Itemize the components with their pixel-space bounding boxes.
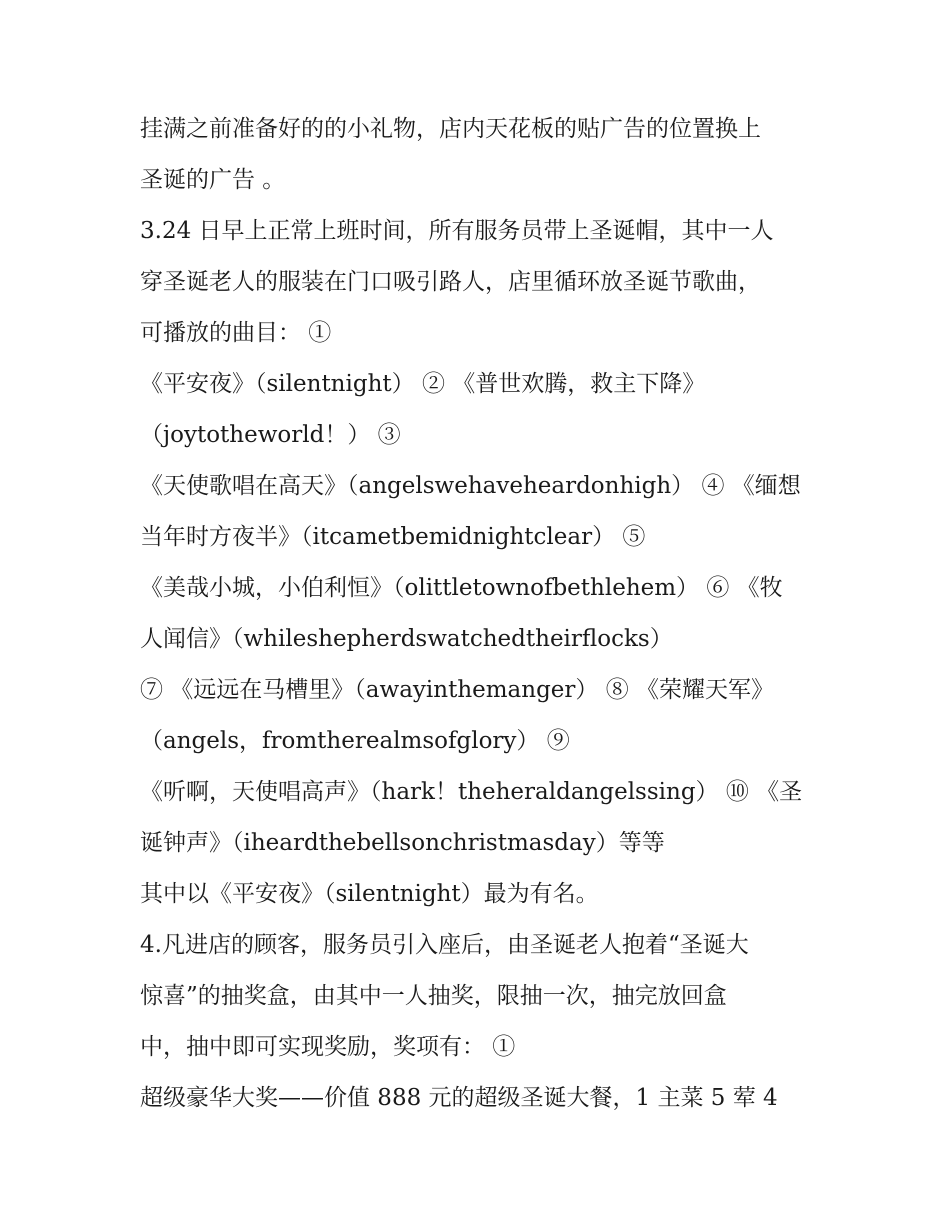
text-line: 超级豪华大奖——价值 888 元的超级圣诞大餐，1 主菜 5 荤 4 bbox=[140, 1085, 778, 1111]
text-line: 《听啊，天使唱高声》（hark！theheraldangelssing） ⑩ 《圣 bbox=[140, 779, 803, 805]
text-line: 人闻信》（whileshepherdswatchedtheirflocks） bbox=[140, 626, 673, 652]
text-line: 挂满之前准备好的的小礼物，店内天花板的贴广告的位置换上 bbox=[140, 116, 761, 142]
text-line: 惊喜”的抽奖盒，由其中一人抽奖，限抽一次，抽完放回盒 bbox=[140, 983, 727, 1009]
text-line: 圣诞的广告 。 bbox=[140, 167, 286, 193]
text-line: （joytotheworld！） ③ bbox=[140, 422, 401, 448]
text-line: 中，抽中即可实现奖励，奖项有： ① bbox=[140, 1034, 516, 1060]
text-line: 诞钟声》（iheardthebellsonchristmasday）等等 bbox=[140, 830, 665, 856]
text-line: 其中以《平安夜》（silentnight）最为有名。 bbox=[140, 881, 599, 907]
text-line: ⑦ 《远远在马槽里》（awayinthemanger） ⑧ 《荣耀天军》 bbox=[140, 677, 775, 703]
text-line: 穿圣诞老人的服装在门口吸引路人，店里循环放圣诞节歌曲， bbox=[140, 269, 761, 295]
text-line: 3.24 日早上正常上班时间，所有服务员带上圣诞帽，其中一人 bbox=[140, 218, 774, 244]
document-body bbox=[140, 104, 840, 1124]
text-line: 《天使歌唱在高天》（angelswehaveheardonhigh） ④ 《缅想 bbox=[140, 473, 801, 499]
text-line: 《平安夜》（silentnight） ② 《普世欢腾，救主下降》 bbox=[140, 371, 706, 397]
text-line: （angels，fromtherealmsofglory） ⑨ bbox=[140, 728, 570, 754]
text-line: 可播放的曲目： ① bbox=[140, 320, 332, 346]
text-line: 《美哉小城，小伯利恒》（olittletownofbethlehem） ⑥ 《牧 bbox=[140, 575, 783, 601]
text-line: 4.凡进店的顾客，服务员引入座后，由圣诞老人抱着“圣诞大 bbox=[140, 932, 749, 958]
text-line: 当年时方夜半》（itcametbemidnightclear） ⑤ bbox=[140, 524, 646, 550]
